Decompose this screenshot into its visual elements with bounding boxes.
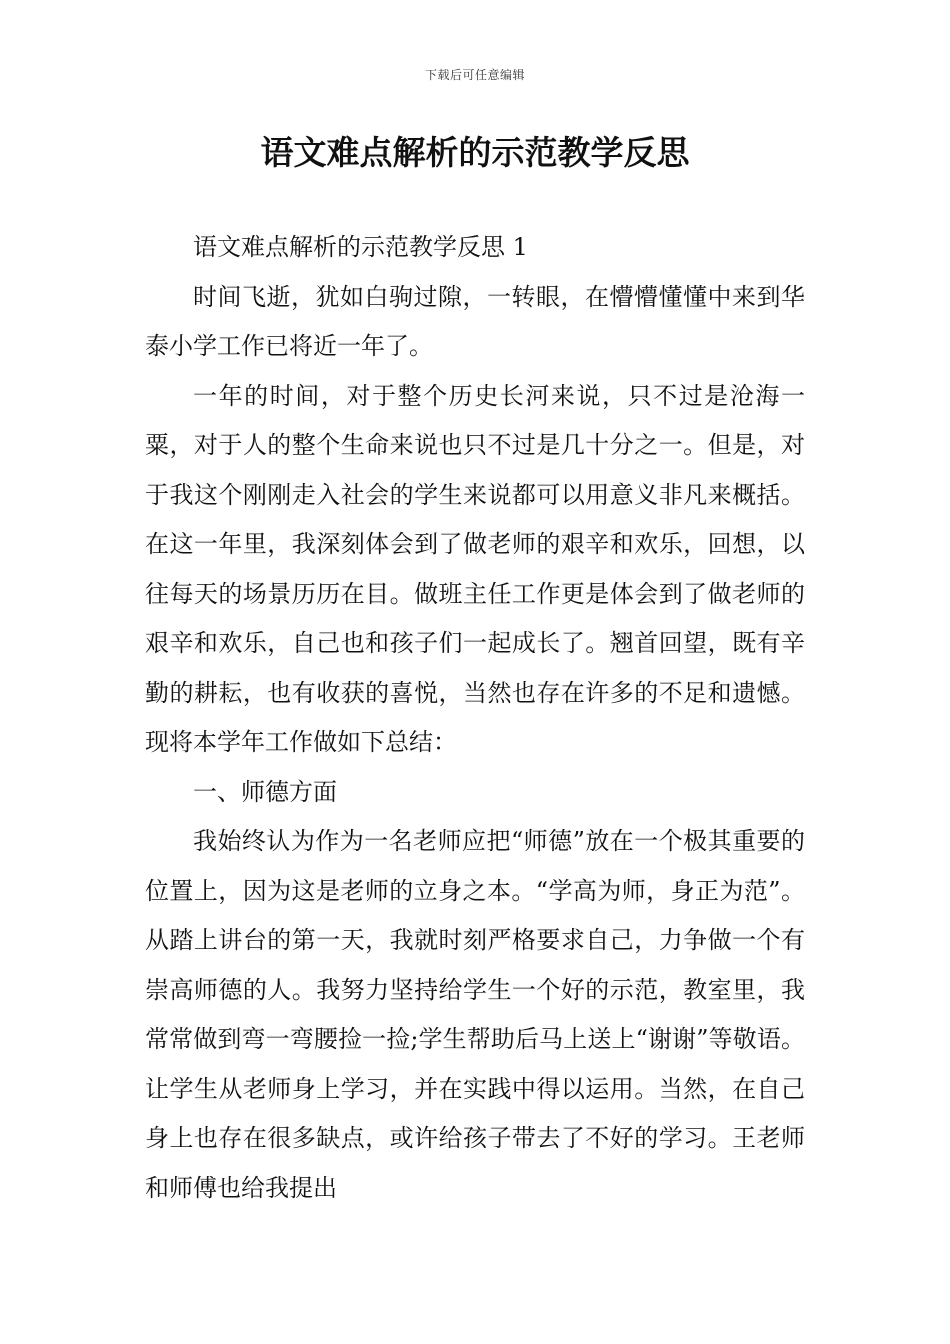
paragraph: 一年的时间，对于整个历史长河来说，只不过是沧海一粟，对于人的整个生命来说也只不过是几十分之一。但是，对于我这个刚刚走入社会的学生来说都可以用意义非凡来概括。在这一年里，我深刻体会到了做老师的艰辛和欢乐，回想，以往每天的场景历历在目。做班主任工作更是体会到了做老师的艰辛和欢乐，自己也和孩子们一起成长了。翘首回望，既有辛勤的耕耘，也有收获的喜悦，当然也存在许多的不足和遗憾。现将本学年工作做如下总结： [145,381,805,756]
document-title: 语文难点解析的示范教学反思 [260,133,690,172]
document-body [145,223,805,1213]
paragraph: 我始终认为作为一名老师应把“师德”放在一个极其重要的位置上，因为这是老师的立身之本。“学高为师，身正为范”。从踏上讲台的第一天，我就时刻严格要求自己，力争做一个有崇高师德的人。我努力坚持给学生一个好的示范，教室里，我常常做到弯一弯腰捡一捡;学生帮助后马上送上“谢谢”等敬语。让学生从老师身上学习，并在实践中得以运用。当然，在自己身上也存在很多缺点，或许给孩子带去了不好的学习。王老师和师傅也给我提出 [145,827,805,1202]
section-heading: 一、师德方面 [193,777,337,806]
paragraph: 时间飞逝，犹如白驹过隙，一转眼，在懵懵懂懂中来到华泰小学工作已将近一年了。 [145,282,805,360]
section-heading: 语文难点解析的示范教学反思 1 [193,233,528,261]
header-note: 下载后可任意编辑 [424,68,525,82]
